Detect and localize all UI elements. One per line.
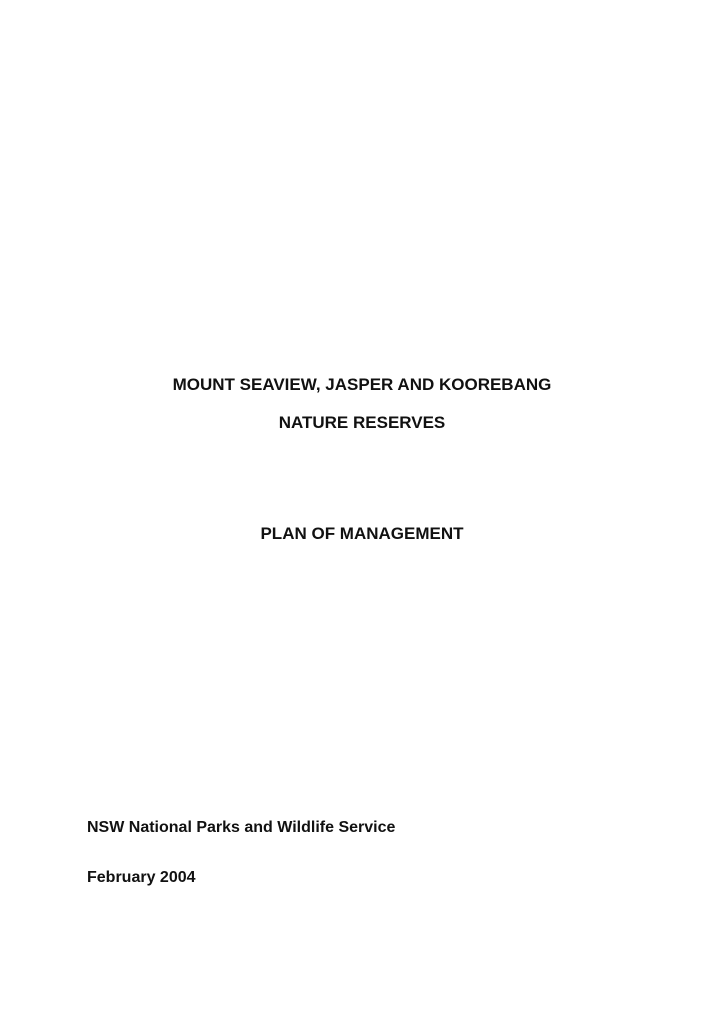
publication-date: February 2004: [87, 869, 196, 886]
title-line-2: NATURE RESERVES: [278, 413, 446, 432]
document-subtitle: PLAN OF MANAGEMENT: [260, 524, 464, 543]
publisher: NSW National Parks and Wildlife Service: [87, 819, 396, 836]
title-line-1: MOUNT SEAVIEW, JASPER AND KOOREBANG: [172, 375, 552, 394]
